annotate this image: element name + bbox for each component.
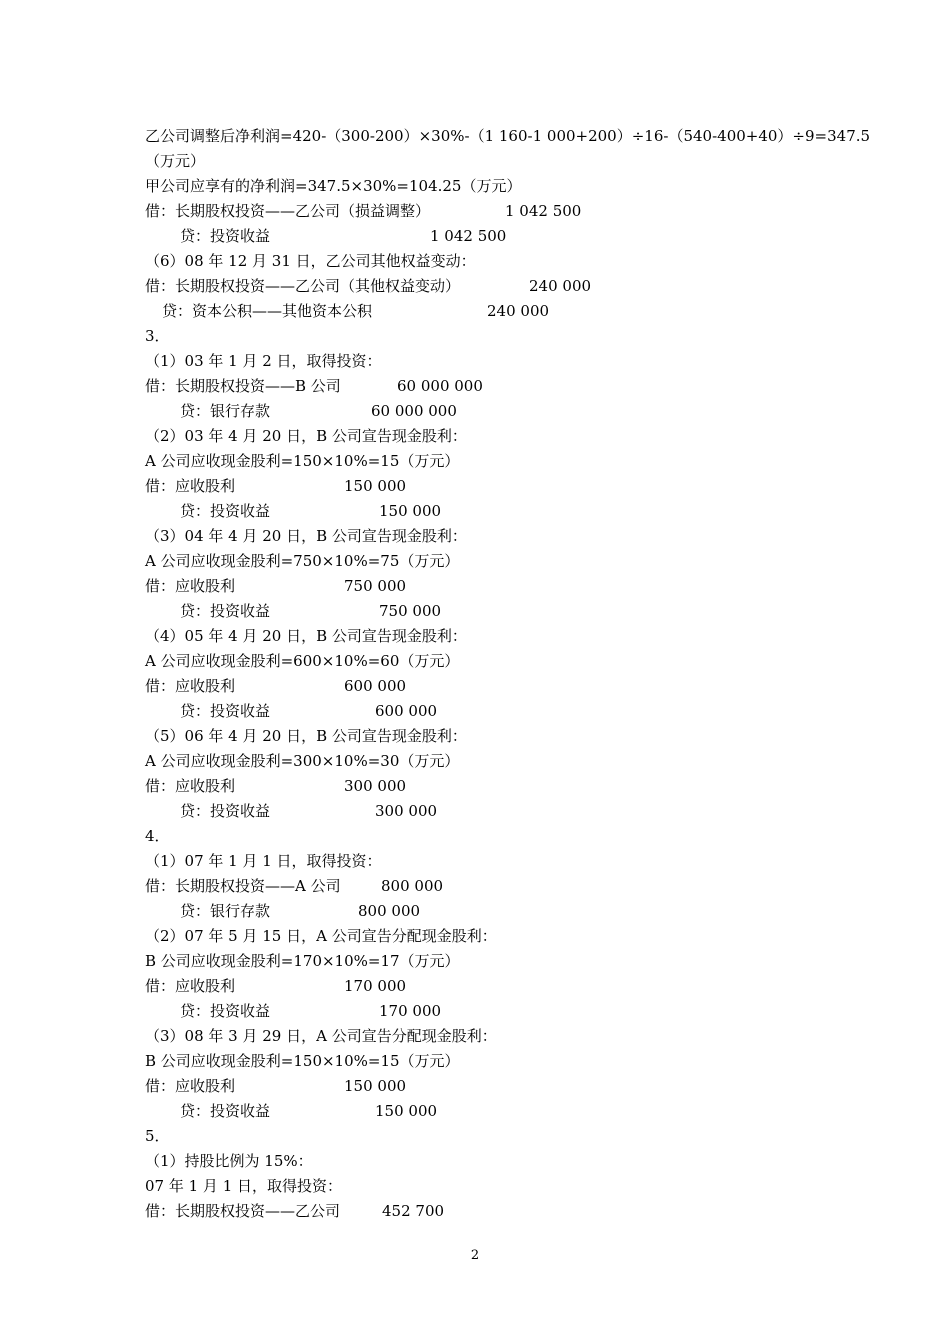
entry-amount: 150 000: [379, 502, 442, 520]
text-line: A 公司应收现金股利=600×10%=60（万元）: [145, 652, 460, 670]
entry-amount: 60 000 000: [397, 377, 483, 395]
journal-entry-debit: 借：应收股利 150 000: [145, 1077, 407, 1095]
journal-entry-debit: 借：应收股利 750 000: [145, 577, 407, 595]
journal-entry-debit: 借：长期股权投资——乙公司（损益调整） 1 042 500: [145, 202, 582, 220]
entry-amount: 240 000: [529, 277, 592, 295]
journal-entry-debit: 借：应收股利 150 000: [145, 477, 407, 495]
journal-entry-credit: 贷：投资收益 600 000: [180, 702, 438, 720]
journal-entry-credit: 贷：资本公积——其他资本公积 240 000: [162, 302, 550, 320]
entry-amount: 1 042 500: [505, 202, 582, 220]
entry-amount: 750 000: [379, 602, 442, 620]
journal-entry-debit: 借：长期股权投资——A 公司 800 000: [145, 877, 444, 895]
journal-entry-credit: 贷：银行存款 800 000: [180, 902, 421, 920]
entry-amount: 60 000 000: [371, 402, 457, 420]
journal-entry-credit: 贷：银行存款 60 000 000: [180, 402, 457, 420]
text-line: （1）07 年 1 月 1 日，取得投资：: [145, 852, 382, 870]
entry-amount: 800 000: [358, 902, 421, 920]
text-line: B 公司应收现金股利=170×10%=17（万元）: [145, 952, 460, 970]
section-number: 5．: [145, 1127, 170, 1145]
text-line: （3）08 年 3 月 29 日，A 公司宣告分配现金股利：: [145, 1027, 497, 1045]
page-number: 2: [470, 1248, 480, 1263]
journal-entry-debit: 借：应收股利 300 000: [145, 777, 407, 795]
journal-entry-credit: 贷：投资收益 750 000: [180, 602, 442, 620]
text-line: （2）03 年 4 月 20 日，B 公司宣告现金股利：: [145, 427, 467, 445]
text-line: A 公司应收现金股利=300×10%=30（万元）: [145, 752, 460, 770]
entry-amount: 150 000: [344, 477, 407, 495]
entry-amount: 750 000: [344, 577, 407, 595]
journal-entry-debit: 借：长期股权投资——乙公司（其他权益变动） 240 000: [145, 277, 592, 295]
journal-entry-credit: 贷：投资收益 150 000: [180, 502, 442, 520]
text-line: （4）05 年 4 月 20 日，B 公司宣告现金股利：: [145, 627, 467, 645]
text-line: （2）07 年 5 月 15 日，A 公司宣告分配现金股利：: [145, 927, 497, 945]
entry-amount: 300 000: [375, 802, 438, 820]
entry-amount: 150 000: [344, 1077, 407, 1095]
text-line: A 公司应收现金股利=150×10%=15（万元）: [145, 452, 460, 470]
text-line: 乙公司调整后净利润=420-（300-200）×30%-（1 160-1 000+200）÷16-（540-400+40）÷9=347.5: [145, 127, 871, 145]
journal-entry-debit: 借：长期股权投资——B 公司 60 000 000: [145, 377, 483, 395]
text-line: A 公司应收现金股利=750×10%=75（万元）: [145, 552, 460, 570]
text-line: （6）08 年 12 月 31 日，乙公司其他权益变动：: [145, 252, 476, 270]
entry-amount: 170 000: [344, 977, 407, 995]
section-number: 3．: [145, 327, 170, 345]
entry-amount: 600 000: [344, 677, 407, 695]
journal-entry-debit: 借：应收股利 600 000: [145, 677, 407, 695]
journal-entry-credit: 贷：投资收益 150 000: [180, 1102, 438, 1120]
text-line: B 公司应收现金股利=150×10%=15（万元）: [145, 1052, 460, 1070]
text-line: （5）06 年 4 月 20 日，B 公司宣告现金股利：: [145, 727, 467, 745]
entry-amount: 170 000: [379, 1002, 442, 1020]
journal-entry-debit: 借：应收股利 170 000: [145, 977, 407, 995]
text-line: 甲公司应享有的净利润=347.5×30%=104.25（万元）: [145, 177, 522, 195]
entry-amount: 800 000: [381, 877, 444, 895]
entry-amount: 452 700: [382, 1202, 445, 1220]
journal-entry-credit: 贷：投资收益 170 000: [180, 1002, 442, 1020]
entry-amount: 240 000: [487, 302, 550, 320]
entry-amount: 600 000: [375, 702, 438, 720]
journal-entry-credit: 贷：投资收益 300 000: [180, 802, 438, 820]
text-line: （1）持股比例为 15%：: [145, 1152, 313, 1170]
entry-amount: 300 000: [344, 777, 407, 795]
text-line: 07 年 1 月 1 日，取得投资：: [145, 1177, 343, 1195]
entry-amount: 1 042 500: [430, 227, 507, 245]
section-number: 4．: [145, 827, 170, 845]
text-line: （3）04 年 4 月 20 日，B 公司宣告现金股利：: [145, 527, 467, 545]
text-line: （1）03 年 1 月 2 日，取得投资：: [145, 352, 382, 370]
text-line: （万元）: [145, 152, 206, 170]
journal-entry-credit: 贷：投资收益 1 042 500: [180, 227, 507, 245]
journal-entry-debit: 借：长期股权投资——乙公司 452 700: [145, 1202, 445, 1220]
entry-amount: 150 000: [375, 1102, 438, 1120]
